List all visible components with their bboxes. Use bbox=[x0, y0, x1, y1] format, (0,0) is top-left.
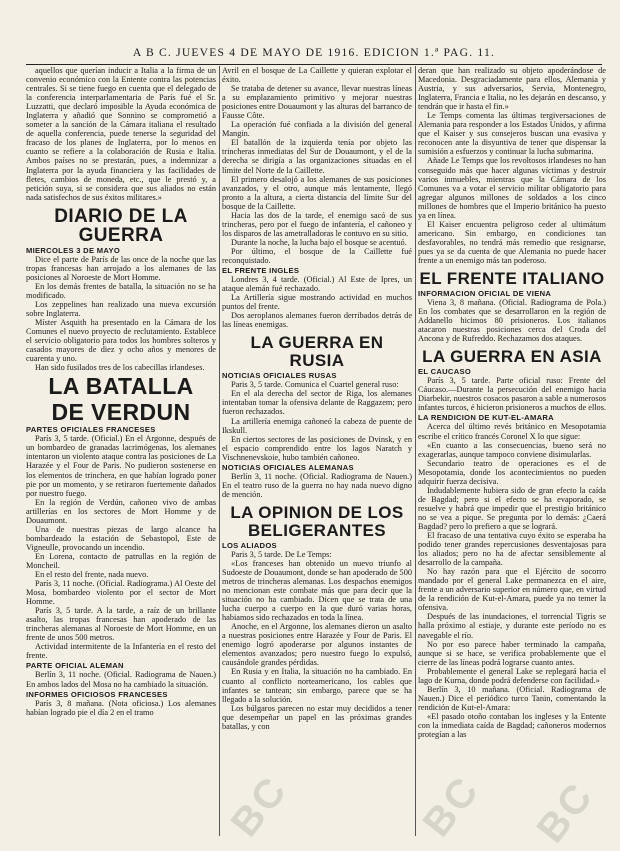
paragraph: Paris 3, 5 tarde. De Le Temps: bbox=[231, 549, 332, 559]
subheading: NOTICIAS OFICIALES ALEMANAS bbox=[222, 462, 354, 472]
paragraph: Han sido fusilados tres de los cabecillas irlandeses. bbox=[35, 363, 205, 373]
section-heading: DE VERDUN bbox=[51, 399, 191, 426]
paragraph: Le Temps comenta las últimas tergiversaciones de Alemania para responder a los Estados Unidos, y afirma que el Kaiser y sus consejeros buscan una evasiva y reconocen ante la disyuntiva de tener que dispensar la sumisión a esfuerzos y continuar la lucha submarina. bbox=[418, 111, 606, 157]
paragraph: Durante la noche, la lucha bajo el bosque se acentuó. bbox=[231, 237, 407, 247]
columns bbox=[26, 66, 606, 836]
paragraph: El Kaiser encuentra peligroso ceder al ultimátum americano. Sin embargo, en condiciones tan desfavorables, no tendrá más remedio que resignarse, pues ya se da cuenta de que Alemania no puede hacer frente a un enemigo más tan poderoso. bbox=[418, 219, 606, 265]
column-2 bbox=[222, 66, 412, 836]
subheading: LOS ALIADOS bbox=[222, 540, 277, 550]
watermark: BC bbox=[528, 773, 603, 851]
paragraph: Berlín 3, 11 noche. (Oficial. Radiograma de Nauen.) En ambos lados del Mosa no ha cambiado la situación. bbox=[26, 670, 216, 689]
paragraph: París 3, 8 mañana. (Nota oficiosa.) Los alemanes habían logrado pie el día 2 en el tramo bbox=[26, 698, 216, 717]
paragraph: En el resto del frente, nada nuevo. bbox=[35, 570, 149, 580]
paragraph: París 3, 5 tarde. A la tarde, a raíz de un brillante asalto, las tropas francesas han apoderado de las trincheras alemanas al Noroeste de Mort Homme, en un frente de unos 500 metros. bbox=[26, 606, 216, 643]
paragraph: Anoche, en el Argonne, los alemanes dieron un asalto a nuestras posiciones entre Harazée y Four de Paris. El enemigo logró apoderarse por algunos instantes de elementos avanzados; pero nuestro fuego lo expulsó, causándole grandes pérdidas. bbox=[222, 622, 412, 668]
section-heading: LA GUERRA EN ASIA bbox=[422, 347, 602, 367]
paragraph: Se trataba de detener su avance, llevar nuestras líneas a su emplazamiento primitivo y mejorar nuestras posiciones entre Douaumont y las alturas del barranco de Fausse Côte. bbox=[222, 84, 412, 121]
paragraph: Dice el parte de París de las once de la noche que las tropas francesas han arrojado a los alemanes de las posiciones al Noroeste de Mort Homme. bbox=[26, 254, 216, 282]
subheading: INFORMACION OFICIAL DE VIENA bbox=[418, 289, 552, 299]
paragraph: Berlín 3, 10 mañana. (Oficial. Radiograma de Nauen.) Dice el periódico turco Tanin, comentando la rendición de Kut-el-Amara: bbox=[418, 684, 606, 712]
paragraph: Viena 3, 8 mañana. (Oficial. Radiograma de Pola.) En los combates que se desarrollaron en la región de Addanello hicimos 80 prisioneros. Los italianos atacaron nuestras posiciones cerca del Croda del Ancona y de Rufreddo. Rechazamos dos ataques. bbox=[418, 298, 606, 344]
subheading: PARTES OFICIALES FRANCESES bbox=[26, 425, 156, 435]
column-rule bbox=[415, 66, 416, 836]
paragraph: En Rusia y en Italia, la situación no ha cambiado. En cuanto al conflicto norteamericano, los cables que infantes se tantean; sin embargo, parece que se ha llegado a la solución. bbox=[222, 667, 412, 704]
watermark: BC bbox=[414, 767, 489, 845]
paragraph: No por eso parece haber terminado la campaña, aunque si se hace, se verifica probablemente que el cierre de las líneas podrá lograrse cuanto antes. bbox=[418, 639, 606, 667]
subheading: NOTICIAS OFICIALES RUSAS bbox=[222, 371, 337, 381]
paragraph: En la región de Verdún, cañoneo vivo de ambas artillerías en los sectores de Mort Homme y de Douaumont. bbox=[26, 497, 216, 525]
paragraph: París 3, 11 noche. (Oficial. Radiograma.) Al Oeste del Mosa, bombardeo violento por el sector de Mort Homme. bbox=[26, 579, 216, 607]
paragraph: En ciertos sectores de las posiciones de Dvinsk, y en el espacio comprendido entre los lagos Naratch y Vischnenevskoie, hubo también cañoneo. bbox=[222, 434, 412, 462]
section-heading: DIARIO DE LA GUERRA bbox=[54, 205, 188, 246]
paragraph: deran que han realizado su objeto apoderándose de Macedonia. Desgraciadamente para ellos, Alemania y Austria, y sus adversarios, Servia, Montenegro, Inglaterra, Francia e Italia, no les dejarán en descanso, y tendrán que ir hasta el fin.» bbox=[418, 66, 606, 112]
paragraph: Añade Le Temps que los revoltosos irlandeses no han conseguido más que hacer algunas víctimas y destruir varios inmuebles, mientras que la Cámara de los Comunes va a votar el servicio militar obligatorio para agregar algunos millones de soldados a los cinco millones de hombres que el Imperio británico ha puesto ya en línea. bbox=[418, 156, 606, 220]
paragraph: «El pasado otoño contaban los ingleses y la Entente con la inmediata caída de Bagdad; cañoneros modernos protegían a las bbox=[418, 711, 606, 740]
subheading: PARTE OFICIAL ALEMAN bbox=[26, 661, 124, 671]
paragraph: La operación fué confiada a la división del general Mangin. bbox=[222, 120, 412, 139]
page-header: A B C. JUEVES 4 DE MAYO DE 1916. EDICION 1.ª PAG. 11. bbox=[26, 46, 602, 65]
paragraph: Londres 3, 4 tarde. (Oficial.) Al Este de Ipres, un ataque alemán fué rechazado. bbox=[222, 275, 412, 294]
watermark: BC bbox=[222, 767, 297, 845]
column-rule bbox=[219, 66, 220, 836]
paragraph: Berlín 3, 11 noche. (Oficial. Radiograma de Nauen.) En el teatro ruso de la guerra no hay nada nuevo digno de mención. bbox=[222, 471, 412, 499]
paragraph: No hay razón para que el Ejército de socorro mandado por el general Lake permanezca en el aire, frente a un adversario superior en número que, en virtud de la rendición de Kut-el-Amara, puede ya no temer la ofensiva. bbox=[418, 567, 606, 613]
paragraph: Paris 3, 5 tarde. Comunica el Cuartel general ruso: bbox=[231, 380, 399, 390]
paragraph: El batallón de la izquierda tenía por objeto las trincheras inmediatas del Sur de Douaumont, y el de la derecha se dirigía a las organizaciones situadas en el límite del Norte de la Caillette. bbox=[222, 138, 412, 175]
paragraph: Actividad intermitente de la Infantería en el resto del frente. bbox=[26, 642, 216, 661]
paragraph: La Artillería sigue mostrando actividad en muchos puntos del frente. bbox=[222, 293, 412, 312]
paragraph: París 3, 5 tarde. (Oficial.) En el Argonne, después de un bombardeo de granadas lacrimógenas, los alemanes intentaron un violento ataque contra las posiciones de La Harazée y el Four de Paris. No pudieron sostenerse en los elementos de trinchera, en que habían logrado poner pie por un momento, y se retiraron fuertemente dañados por nuestro fuego. bbox=[26, 434, 216, 498]
paragraph: Los búlgaros parecen no estar muy decididos a tener que desempeñar un papel en las próximas grandes batallas, y con bbox=[222, 703, 412, 731]
subheading: MIERCOLES 3 DE MAYO bbox=[26, 245, 121, 255]
paragraph: «En cuanto a las consecuencias, bueno será no exagerarlas, aunque tampoco conviene disimularlas. bbox=[418, 440, 606, 459]
paragraph: aquellos que querían inducir a Italia a la firma de un convenio económico con la Entente contra las potencias centrales. Si se tiene fuego en cuenta que el delegado de la conferencia interparlamentaria de París fué el Sr. Luzzatti, que declaró imposible la Ayuda económica de Inglaterra y añadió que Sonnino se comprometió a someter a la sanción de la Cámara italiana el resultado de aquella conferencia, puede tenerse la seguridad del fracaso de los planes de Inglaterra, por lo menos en cuanto se refiere a la colaboración de Rusia e Italia. Ambos países no se prestarán, pues, a indemnizar a Inglaterra por la ayuda financiera y las facilidades de fletes, cambios de moneda, etc., que le prestó y, a petición suya, si se considera que sus aliados no están nada satisfechos de sus éxitos militares.» bbox=[26, 66, 216, 202]
paragraph: Probablemente el general Lake se replegará hacia el lago de Kurna, donde podrá defenderse con facilidad.» bbox=[418, 666, 606, 685]
paragraph: La artillería enemiga cañoneó la cabeza de puente de Ikskull. bbox=[222, 416, 412, 435]
paragraph: Avril en el bosque de La Caillette y quieran explotar el éxito. bbox=[222, 66, 412, 85]
paragraph: Acerca del último revés británico en Mesopotamia escribe el crítico francés Coronel X lo que sigue: bbox=[418, 422, 606, 441]
paragraph: En los demás frentes de batalla, la situación no se ha modificado. bbox=[26, 281, 216, 300]
subheading: EL FRENTE INGLES bbox=[222, 266, 300, 276]
paragraph: Los zeppelines han realizado una nueva excursión sobre Inglaterra. bbox=[26, 299, 216, 318]
paragraph: En Lorena, contacto de patrullas en la región de Moncheil. bbox=[26, 551, 216, 570]
paragraph: El fracaso de una tentativa cuyo éxito se esperaba ha podido tener grandes repercusiones desventajosas para los aliados; pero no ha de afectar sensiblemente al desarrollo de la campaña. bbox=[418, 531, 606, 568]
section-heading: LA OPINION DE LOS BELIGERANTES bbox=[230, 502, 404, 540]
paragraph: El primero desalojó a los alemanes de sus posiciones avanzados, y el otro, aunque más lentamente, llegó pronto a la altura, a cierta distancia del límite Sur del bosque de la Caillette. bbox=[222, 174, 412, 211]
paragraph: Indudablemente hubiera sido de gran efecto la caída de Bagdad; pero si el efecto se ha evaporado, se resuelve y habrá que impedir que el prestigio británico no se vea a pique. Se pregunta por lo demás: ¿Caerá Bagdad? pero lo prefiero a que se logrará. bbox=[418, 485, 606, 531]
paragraph: En el ala derecha del sector de Riga, los alemanes intentaban tomar la ofensiva delante de Raggazem; pero fueron rechazados. bbox=[222, 389, 412, 417]
column-1 bbox=[26, 66, 216, 836]
paragraph: Dos aeroplanos alemanes fueron derribados detrás de las líneas enemigas. bbox=[222, 311, 412, 330]
paragraph: Una de nuestras piezas de largo alcance ha bombardeado la estación de Sebastopol, Este de Vigneulle, provocando un incendio. bbox=[26, 524, 216, 552]
section-heading: LA BATALLA bbox=[48, 373, 194, 400]
paragraph: «Los franceses han obtenido un nuevo triunfo al Sudoeste de Douaumont, donde se han apoderado de 500 metros de trincheras alemanas. Los despachos enemigos no mencionan este combate más que para decir que la situación no ha cambiado. Dicen que se trata de una lucha cuerpo a cuerpo en la que duró varias horas, habiamos sido rechazados en toda la línea. bbox=[222, 558, 412, 623]
subheading: INFORMES OFICIOSOS FRANCESES bbox=[26, 689, 168, 699]
section-heading: LA GUERRA EN RUSIA bbox=[250, 333, 384, 371]
paragraph: Por último, el bosque de la Caillette fué reconquistado. bbox=[222, 246, 412, 265]
subheading: EL CAUCASO bbox=[418, 367, 472, 377]
section-heading: EL FRENTE ITALIANO bbox=[419, 269, 605, 289]
subheading: LA RENDICION DE KUT-EL-AMARA bbox=[418, 413, 554, 423]
paragraph: Después de las inundaciones, el torrencial Tigris se halla próximo al estiaje, y durante este período no es navegable el río. bbox=[418, 612, 606, 640]
paragraph: París 3, 5 tarde. Parte oficial ruso: Frente del Cáucaso.—Durante la persecución del enemigo hacia Diarbekir, nuestros cosacos pasaron a sable a numerosos infantes turcos, é hicieron prisioneros a muchos de ellos. bbox=[418, 376, 606, 413]
column-3 bbox=[418, 66, 606, 836]
paragraph: Hacia las dos de la tarde, el enemigo sacó de sus trincheras, pero por el fuego de infantería, el cañoneo y los disparos de las ametralladoras le contuvo en su sitio. bbox=[222, 210, 412, 238]
paragraph: Míster Asquith ha presentado en la Cámara de los Comunes el nuevo proyecto de reclutamiento. Establece el servicio obligatorio para todos los hombres solteros y casados mayores de diez y ocho años y menores de cuarenta y uno. bbox=[26, 318, 216, 364]
paragraph: Secundario teatro de operaciones es el de Mesopotamia, donde los acontecimientos no pueden adquirir fuerza decisiva. bbox=[418, 458, 606, 486]
